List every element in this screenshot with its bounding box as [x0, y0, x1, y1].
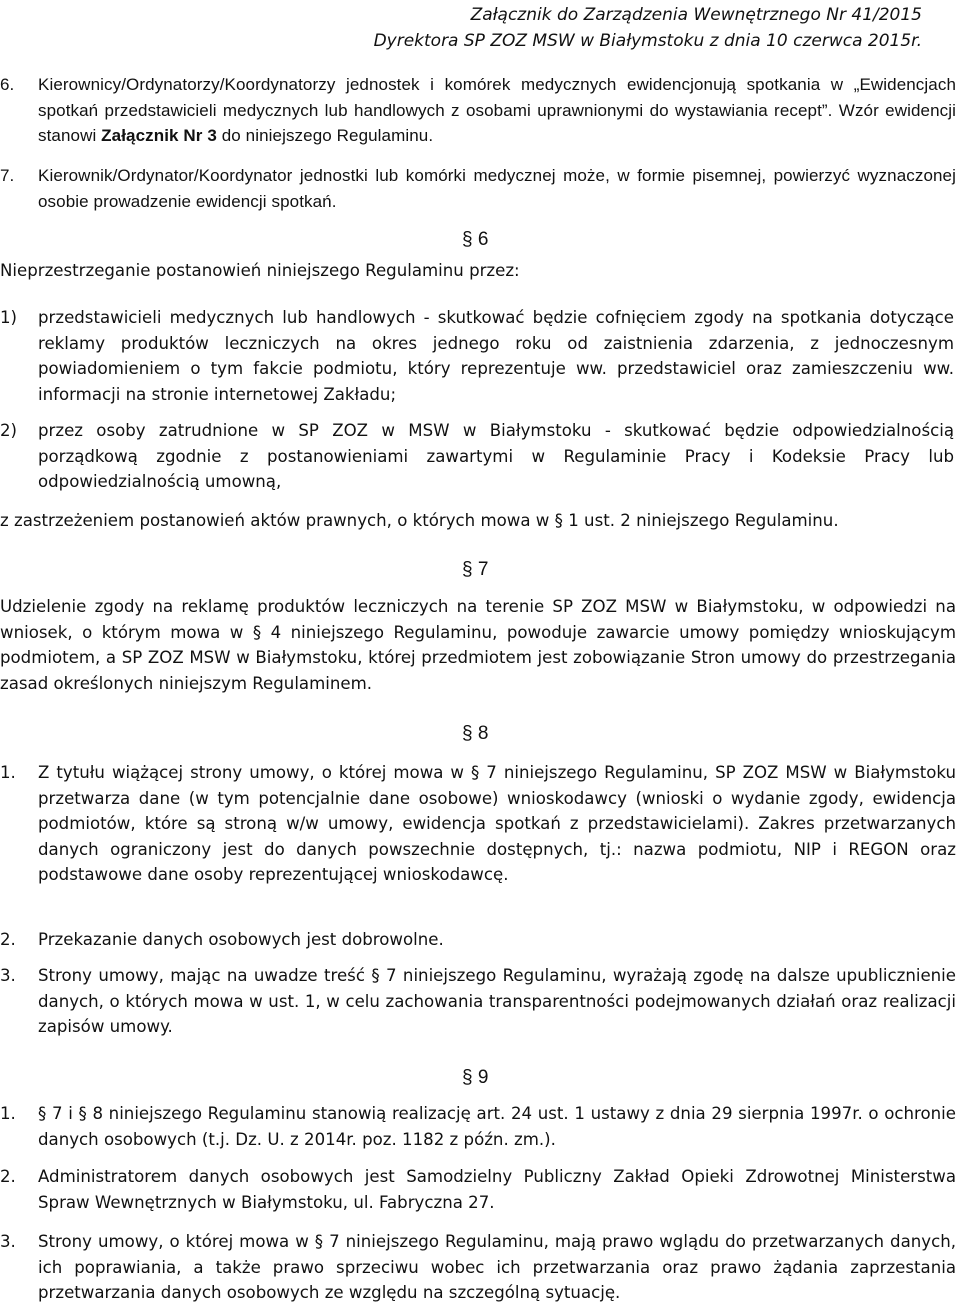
section-9-item-3-number: 3.	[0, 1232, 16, 1251]
section-7-heading: § 7	[462, 559, 489, 580]
item-6-number: 6.	[0, 75, 15, 94]
section-8-item-1-text: Z tytułu wiążącej strony umowy, o której mowa w § 7 niniejszego Regulaminu, SP ZOZ MSW w Białymstoku przetwarza dane (w tym potencjalnie dane osobowe) wnioskodawcy (wnioski o wydanie zgody, ewidencja podmiotów, które są stroną w/w umowy, ewidencja spotkań z przedstawicielami). Zakres przetwarzanych danych ograniczony jest do danych powszechnie dostępnych, tj.: nazwa podmiotu, NIP i REGON oraz podstawowe dane osoby reprezentującej wnioskodawcę.	[38, 763, 956, 885]
attachment-reference: Załącznik Nr 3	[101, 126, 217, 146]
section-7-text: Udzielenie zgody na reklamę produktów leczniczych na terenie SP ZOZ MSW w Białymstoku, w odpowiedzi na wniosek, o którym mowa w § 4 niniejszego Regulaminu, powoduje zawarcie umowy pomiędzy wnioskującym podmiotem, a SP ZOZ MSW w Białymstoku, której przedmiotem jest zobowiązanie Stron umowy do przestrzegania zasad określonych niniejszym Regulaminem.	[0, 597, 956, 693]
section-6-intro: Nieprzestrzeganie postanowień niniejszego Regulaminu przez:	[0, 261, 520, 280]
item-6-text	[38, 72, 956, 149]
section-6-heading: § 6	[462, 229, 489, 250]
section-9-item-1-number: 1.	[0, 1104, 16, 1123]
item-6-text-end: do niniejszego Regulaminu.	[216, 126, 434, 146]
section-8-item-1-number: 1.	[0, 763, 16, 782]
section-8-item-2-number: 2.	[0, 930, 16, 949]
section-9-item-3-text: Strony umowy, o której mowa w § 7 niniejszego Regulaminu, mają prawo wglądu do przetwarzanych danych, ich poprawiania, a także prawo sprzeciwu wobec ich przetwarzania oraz prawo żądania zaprzestania przetwarzania danych osobowych ze względu na szczególną sytuację.	[38, 1232, 956, 1303]
section-6-item-2-number: 2)	[0, 421, 18, 440]
section-9-item-2-text: Administratorem danych osobowych jest Samodzielny Publiczny Zakład Opieki Zdrowotnej Ministerstwa Spraw Wewnętrznych w Białymstoku, ul. Fabryczna 27.	[38, 1167, 956, 1212]
section-6-item-1-text: przedstawicieli medycznych lub handlowych - skutkować będzie cofnięciem zgody na spotkania dotyczące reklamy produktów leczniczych na okres jednego roku od zaistnienia zdarzenia, z jednoczesnym powiadomieniem o tym fakcie podmiotu, który reprezentuje ww. przedstawiciel oraz zamieszczeniu ww. informacji na stronie internetowej Zakładu;	[38, 308, 954, 404]
header-line-2: Dyrektora SP ZOZ MSW w Białymstoku z dnia 10 czerwca 2015r.	[373, 31, 922, 51]
section-6-closing: z zastrzeżeniem postanowień aktów prawnych, o których mowa w § 1 ust. 2 niniejszego Regulaminu.	[0, 511, 839, 530]
header-line-1: Załącznik do Zarządzenia Wewnętrznego Nr 41/2015	[470, 5, 922, 25]
section-6-item-2-text: przez osoby zatrudnione w SP ZOZ w MSW w Białymstoku - skutkować będzie odpowiedzialnością porządkową zgodnie z postanowieniami zawartymi w Regulaminie Pracy i Kodeksie Pracy lub odpowiedzialnością umowną,	[38, 421, 954, 492]
section-8-item-3-text: Strony umowy, mając na uwadze treść § 7 niniejszego Regulaminu, wyrażają zgodę na dalsze upublicznienie danych, o których mowa w ust. 1, w celu zachowania transparentności podejmowanych działań oraz realizacji zapisów umowy.	[38, 966, 956, 1037]
item-6-text-part: Kierownicy/Ordynatorzy/Koordynatorzy jednostek i komórek medycznych ewidencjonują spotkania w „Ewidencjach spotkań przedstawicieli medycznych lub handlowych z osobami uprawnionymi do wystawiania recept”. Wzór ewidencji stanowi	[38, 75, 956, 146]
section-8-item-2-text: Przekazanie danych osobowych jest dobrowolne.	[38, 930, 444, 949]
item-7-text: Kierownik/Ordynator/Koordynator jednostki lub komórki medycznej może, w formie pisemnej, powierzyć wyznaczonej osobie prowadzenie ewidencji spotkań.	[38, 166, 956, 211]
section-8-heading: § 8	[462, 723, 489, 744]
document-header	[374, 2, 922, 54]
section-8-item-3-number: 3.	[0, 966, 16, 985]
section-9-item-1-text: § 7 i § 8 niniejszego Regulaminu stanowią realizację art. 24 ust. 1 ustawy z dnia 29 sierpnia 1997r. o ochronie danych osobowych (t.j. Dz. U. z 2014r. poz. 1182 z późn. zm.).	[38, 1104, 956, 1149]
section-9-heading: § 9	[462, 1067, 489, 1088]
item-7-number: 7.	[0, 166, 15, 185]
section-6-item-1-number: 1)	[0, 308, 18, 327]
section-9-item-2-number: 2.	[0, 1167, 16, 1186]
